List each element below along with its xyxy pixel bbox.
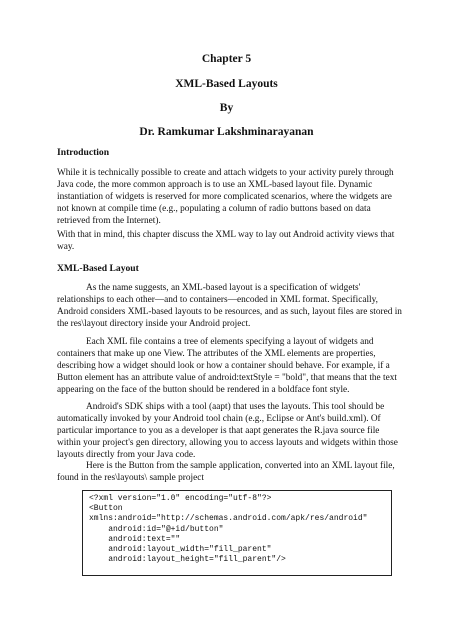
paragraph: With that in mind, this chapter discuss the XML way to lay out Android activity views that way.: [57, 230, 395, 253]
chapter-label: Chapter 5: [201, 53, 252, 65]
author-name: Dr. Ramkumar Lakshminarayanan: [139, 126, 314, 138]
code-text: <?xml version="1.0" encoding="utf-8"?> <Button xmlns:android="http://schemas.android.com/apk/res/android" android:id="@+id/button" android:text="" android:layout_width="fill_parent" android:layout_height="fill_parent"/>: [89, 494, 368, 565]
chapter-title: XML-Based Layouts: [175, 78, 278, 90]
paragraph: As the name suggests, an XML-based layout is a specification of widgets' relationships to each other—and to containers—encoded in XML format. Specifically, Android considers XML-based layouts to be resources, and as such, layout files are stored in the res\layout directory inside your Android project.: [57, 283, 402, 330]
paragraph: Here is the Button from the sample application, converted into an XML layout file, found in the res\layouts\ sample project: [57, 461, 395, 484]
paragraph: While it is technically possible to create and attach widgets to your activity purely through Java code, the more common approach is to use an XML-based layout file. Dynamic instantiation of widgets is reserved for more complicated scenarios, where the widgets are not known at compile time (e.g., populating a column of radio buttons based on data retrieved from the Internet).: [57, 168, 394, 227]
code-block: [82, 490, 392, 576]
paragraph: Android's SDK ships with a tool (aapt) that uses the layouts. This tool should be automatically invoked by your Android tool chain (e.g., Eclipse or Ant's build.xml). Of particular importance to you as a developer is that aapt generates the R.java source file within your project's gen directory, allowing you to access layouts and widgets within those layouts directly from your Java code.: [57, 402, 398, 461]
section-heading-introduction: Introduction: [57, 147, 110, 158]
by-label: By: [219, 102, 234, 114]
section-heading-xml-layout: XML-Based Layout: [57, 263, 139, 274]
paragraph: Each XML file contains a tree of elements specifying a layout of widgets and containers that make up one View. The attributes of the XML elements are properties, describing how a widget should look or how a container should behave. For example, if a Button element has an attribute value of android:textStyle = "bold", that means that the text appearing on the face of the button should be rendered in a boldface font style.: [57, 337, 397, 396]
